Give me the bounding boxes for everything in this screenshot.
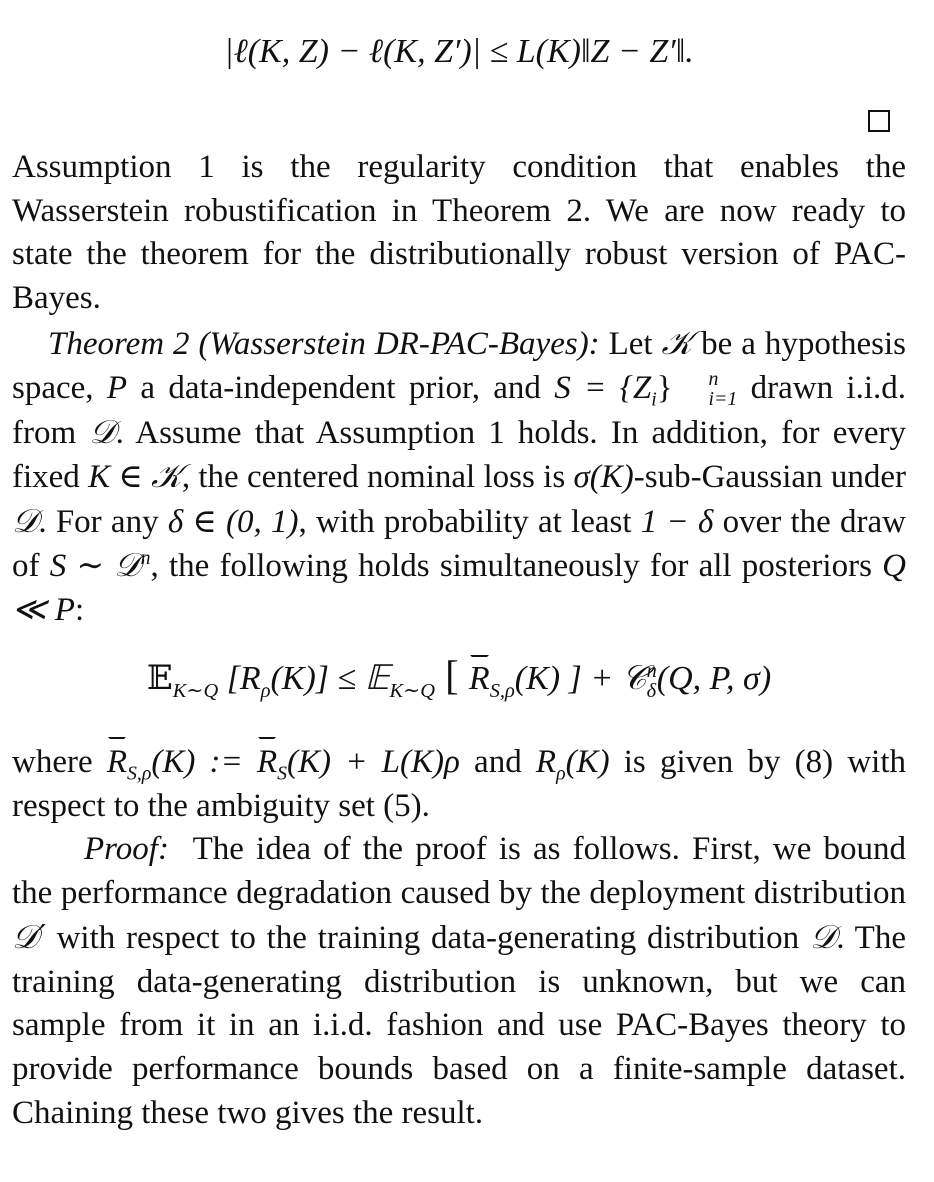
theorem-text: , the centered nominal loss is — [181, 458, 574, 495]
body-text: and — [459, 744, 536, 780]
math-symbol: [ — [434, 653, 469, 698]
body-text: with respect to the training data-generating distribution — [45, 920, 810, 957]
math-symbol: Q ≪ P — [12, 547, 906, 628]
math-symbol: P — [106, 369, 128, 406]
math-symbol: R — [107, 741, 127, 785]
math-symbol: (K) — [514, 660, 561, 697]
math-symbol: 𝔼 — [146, 660, 173, 697]
math-symbol: δ ∈ (0, 1) — [167, 504, 299, 541]
math-subscript: i=1 — [708, 388, 738, 411]
proof-paragraph — [12, 828, 915, 1135]
theorem-text: , with probability at least — [298, 504, 641, 541]
math-subscript: K∼Q — [389, 679, 435, 702]
theorem-2 — [12, 321, 906, 632]
math-symbol: R — [468, 660, 490, 697]
body-text: is given by (8) with respect to the ambiguity set (5). — [12, 744, 906, 824]
theorem-text: , the following holds simultaneously for all posteriors — [150, 547, 883, 584]
body-text: The idea of the proof is as follows. First, we bound the performance degradation caused by the deployment distribution — [12, 831, 915, 911]
math-symbol: (Q, P, σ) — [656, 660, 772, 697]
theorem-text: -sub-Gaussian under — [633, 458, 906, 495]
math-symbol: K ∈ 𝒦 — [88, 458, 182, 495]
math-symbol: S ∼ 𝒟 — [49, 547, 141, 584]
theorem-text: : — [74, 591, 85, 628]
body-text: where — [12, 744, 107, 780]
math-symbol: R — [535, 744, 557, 780]
math-symbol: 𝒦 — [661, 323, 693, 362]
math-subscript: i — [651, 388, 657, 411]
math-symbol: 𝒟 — [12, 501, 39, 541]
math-symbol: 1 − δ — [640, 504, 714, 541]
theorem-label: Theorem 2 (Wasserstein DR-PAC-Bayes): — [48, 326, 600, 362]
math-subscript: S — [277, 762, 288, 785]
math-superscript: n — [646, 659, 657, 682]
theorem-text: over the draw of — [12, 504, 906, 584]
paragraph-assumption: Assumption 1 is the regularity condition that enables the Wasserstein robustification in Theorem 2. We are now ready to state the theorem for the distributionally robust version of PAC-Bayes. — [12, 149, 906, 316]
proof-label: Proof: — [84, 831, 169, 867]
qed-box-icon — [868, 110, 890, 132]
theorem-text: . For any — [38, 504, 168, 541]
paragraph-where — [12, 741, 906, 828]
theorem-text: be a hypothesis space, — [12, 326, 906, 406]
theorem-text: drawn i.i.d. from — [12, 369, 906, 452]
math-symbol: } — [656, 369, 673, 406]
math-superscript: n — [140, 546, 151, 569]
theorem-text: a data-independent prior, and — [127, 369, 555, 406]
math-subscript: ρ — [556, 762, 566, 785]
math-symbol: (K) + L(K)ρ — [287, 744, 460, 780]
math-symbol: R — [257, 741, 277, 785]
math-symbol: (K)] ≤ 𝔼 — [270, 660, 390, 697]
math-subscript: S,ρ — [126, 762, 152, 785]
theorem-text: Let — [599, 326, 662, 362]
math-symbol: [R — [218, 660, 261, 697]
theorem-text: . Assume that Assumption 1 holds. In addition, for every fixed — [12, 415, 906, 495]
lipschitz-equation: |ℓ(K, Z) − ℓ(K, Z′)| ≤ L(K)‖Z − Z′‖. — [224, 33, 694, 70]
math-symbol: (K) := — [151, 744, 257, 780]
math-subscript: S,ρ — [489, 679, 515, 702]
pac-bayes-bound-equation — [12, 653, 906, 703]
math-symbol: 𝒟 — [89, 412, 116, 452]
math-superscript: n — [708, 368, 719, 391]
math-symbol: ] + 𝒞 — [560, 660, 647, 697]
math-limits — [673, 370, 738, 410]
math-subscript: ρ — [260, 679, 271, 702]
math-symbol: 𝒟 — [809, 917, 837, 957]
math-symbol: σ(K) — [573, 458, 634, 495]
math-symbol: 𝒟′ — [12, 917, 46, 957]
math-subscript: δ — [646, 680, 657, 703]
math-symbol: S = {Z — [554, 369, 652, 406]
body-text: . The training data-generating distribution is unknown, but we can sample from it in an i.i.d. fashion and use PAC-Bayes theory to provide performance bounds based on a finite-sample dataset. Chaining these two gives the result. — [12, 920, 906, 1131]
math-subscript: K∼Q — [172, 679, 219, 702]
math-limits — [647, 661, 657, 702]
math-symbol: (K) — [565, 744, 610, 780]
